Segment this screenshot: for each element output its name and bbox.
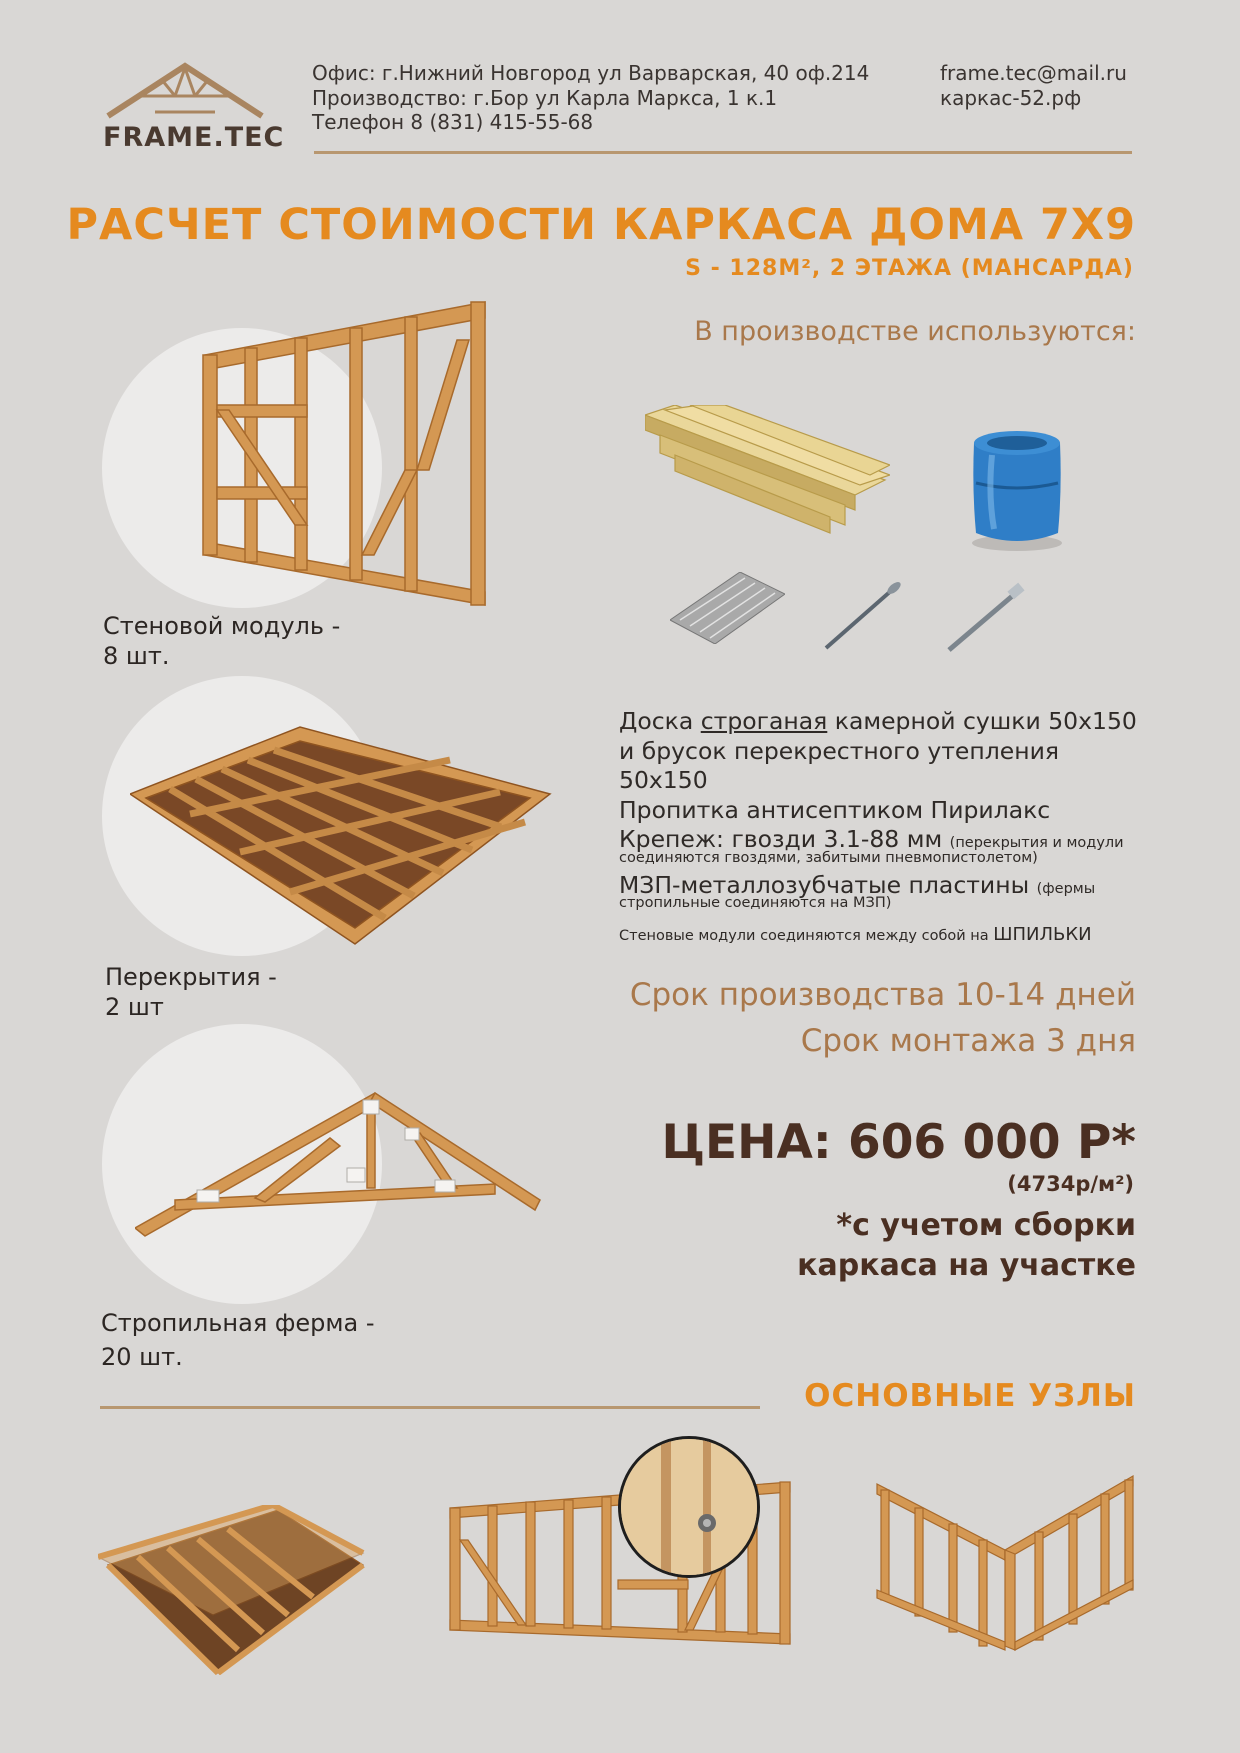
floor-image [130, 722, 555, 947]
materials-line-plates-note: стропильные соединяются на МЗП) [619, 895, 892, 911]
boards-image [645, 405, 890, 540]
contacts-online [940, 61, 1127, 110]
barrel-image [962, 425, 1072, 553]
wall-module-caption [103, 611, 340, 671]
header-divider [314, 151, 1132, 154]
materials-line-impregnation: Пропитка антисептиком Пирилакс [619, 795, 1051, 824]
truss-name: Стропильная ферма - [101, 1309, 375, 1337]
wall-module-image [195, 300, 490, 610]
logo-roof-icon [100, 60, 270, 122]
phone-number[interactable]: Телефон 8 (831) 415-55-68 [312, 110, 594, 134]
stud-bolt-image [945, 582, 1031, 654]
materials-heading: В производстве используются: [694, 316, 1136, 347]
assembly-term: Срок монтажа 3 дня [800, 1023, 1136, 1059]
page-subtitle: S - 128М², 2 ЭТАЖА (МАНСАРДА) [685, 256, 1134, 281]
production-address: Производство: г.Бор ул Карла Маркса, 1 к.1 [312, 85, 778, 110]
materials-line-bars: и брусок перекрестного утепления 50х150 [619, 736, 1060, 794]
materials-line-fasteners-note: соединяются гвоздями, забитыми пневмопистолетом) [619, 849, 1038, 866]
bolt-detail-icon [621, 1439, 757, 1575]
wall-module-count: 8 шт. [103, 642, 170, 670]
wall-module-name: Стеновой модуль - [103, 612, 341, 640]
production-term: Срок производства 10-14 дней [629, 977, 1136, 1013]
logo-text: FRAME.TEC [103, 122, 285, 153]
nail-image [822, 580, 904, 652]
floor-count: 2 шт [105, 993, 164, 1021]
page-title: РАСЧЕТ СТОИМОСТИ КАРКАСА ДОМА 7Х9 [66, 200, 1136, 250]
price-note [797, 1206, 1136, 1286]
node-floor-image [98, 1505, 366, 1675]
truss-caption [101, 1306, 375, 1374]
price-note-line1: *с учетом сборки [836, 1208, 1136, 1243]
nodes-divider [100, 1406, 760, 1409]
materials-line-boards: Доска строганая камерной сушки 50х150 [619, 707, 1137, 735]
truss-image [135, 1088, 545, 1238]
materials-list [619, 707, 1149, 950]
materials-line-studs: Стеновые модули соединяются между собой на ШПИЛЬКИ [619, 924, 1092, 945]
price-main: ЦЕНА: 606 000 Р* [661, 1115, 1136, 1170]
site-link[interactable]: каркас-52.рф [940, 85, 1082, 110]
node-zoom-circle [618, 1436, 760, 1578]
floor-caption [105, 962, 277, 1022]
floor-name: Перекрытия - [105, 963, 277, 991]
truss-count: 20 шт. [101, 1343, 183, 1371]
email-link[interactable]: frame.tec@mail.ru [940, 61, 1127, 85]
logo [100, 60, 285, 155]
materials-line-plates: МЗП-металлозубчатые пластины (фермы [619, 870, 1096, 899]
price-per-m2: (4734р/м²) [1007, 1172, 1134, 1196]
planed-word: строганая [700, 707, 828, 735]
price-note-line2: каркаса на участке [797, 1248, 1136, 1283]
nail-plate-image [670, 572, 785, 644]
contacts-address [312, 61, 869, 135]
materials-line-fasteners: Крепеж: гвозди 3.1-88 мм (перекрытия и модули [619, 825, 1124, 853]
node-corner-image [875, 1472, 1135, 1652]
nodes-heading: ОСНОВНЫЕ УЗЛЫ [804, 1378, 1136, 1414]
office-address: Офис: г.Нижний Новгород ул Варварская, 40 оф.214 [312, 61, 870, 85]
